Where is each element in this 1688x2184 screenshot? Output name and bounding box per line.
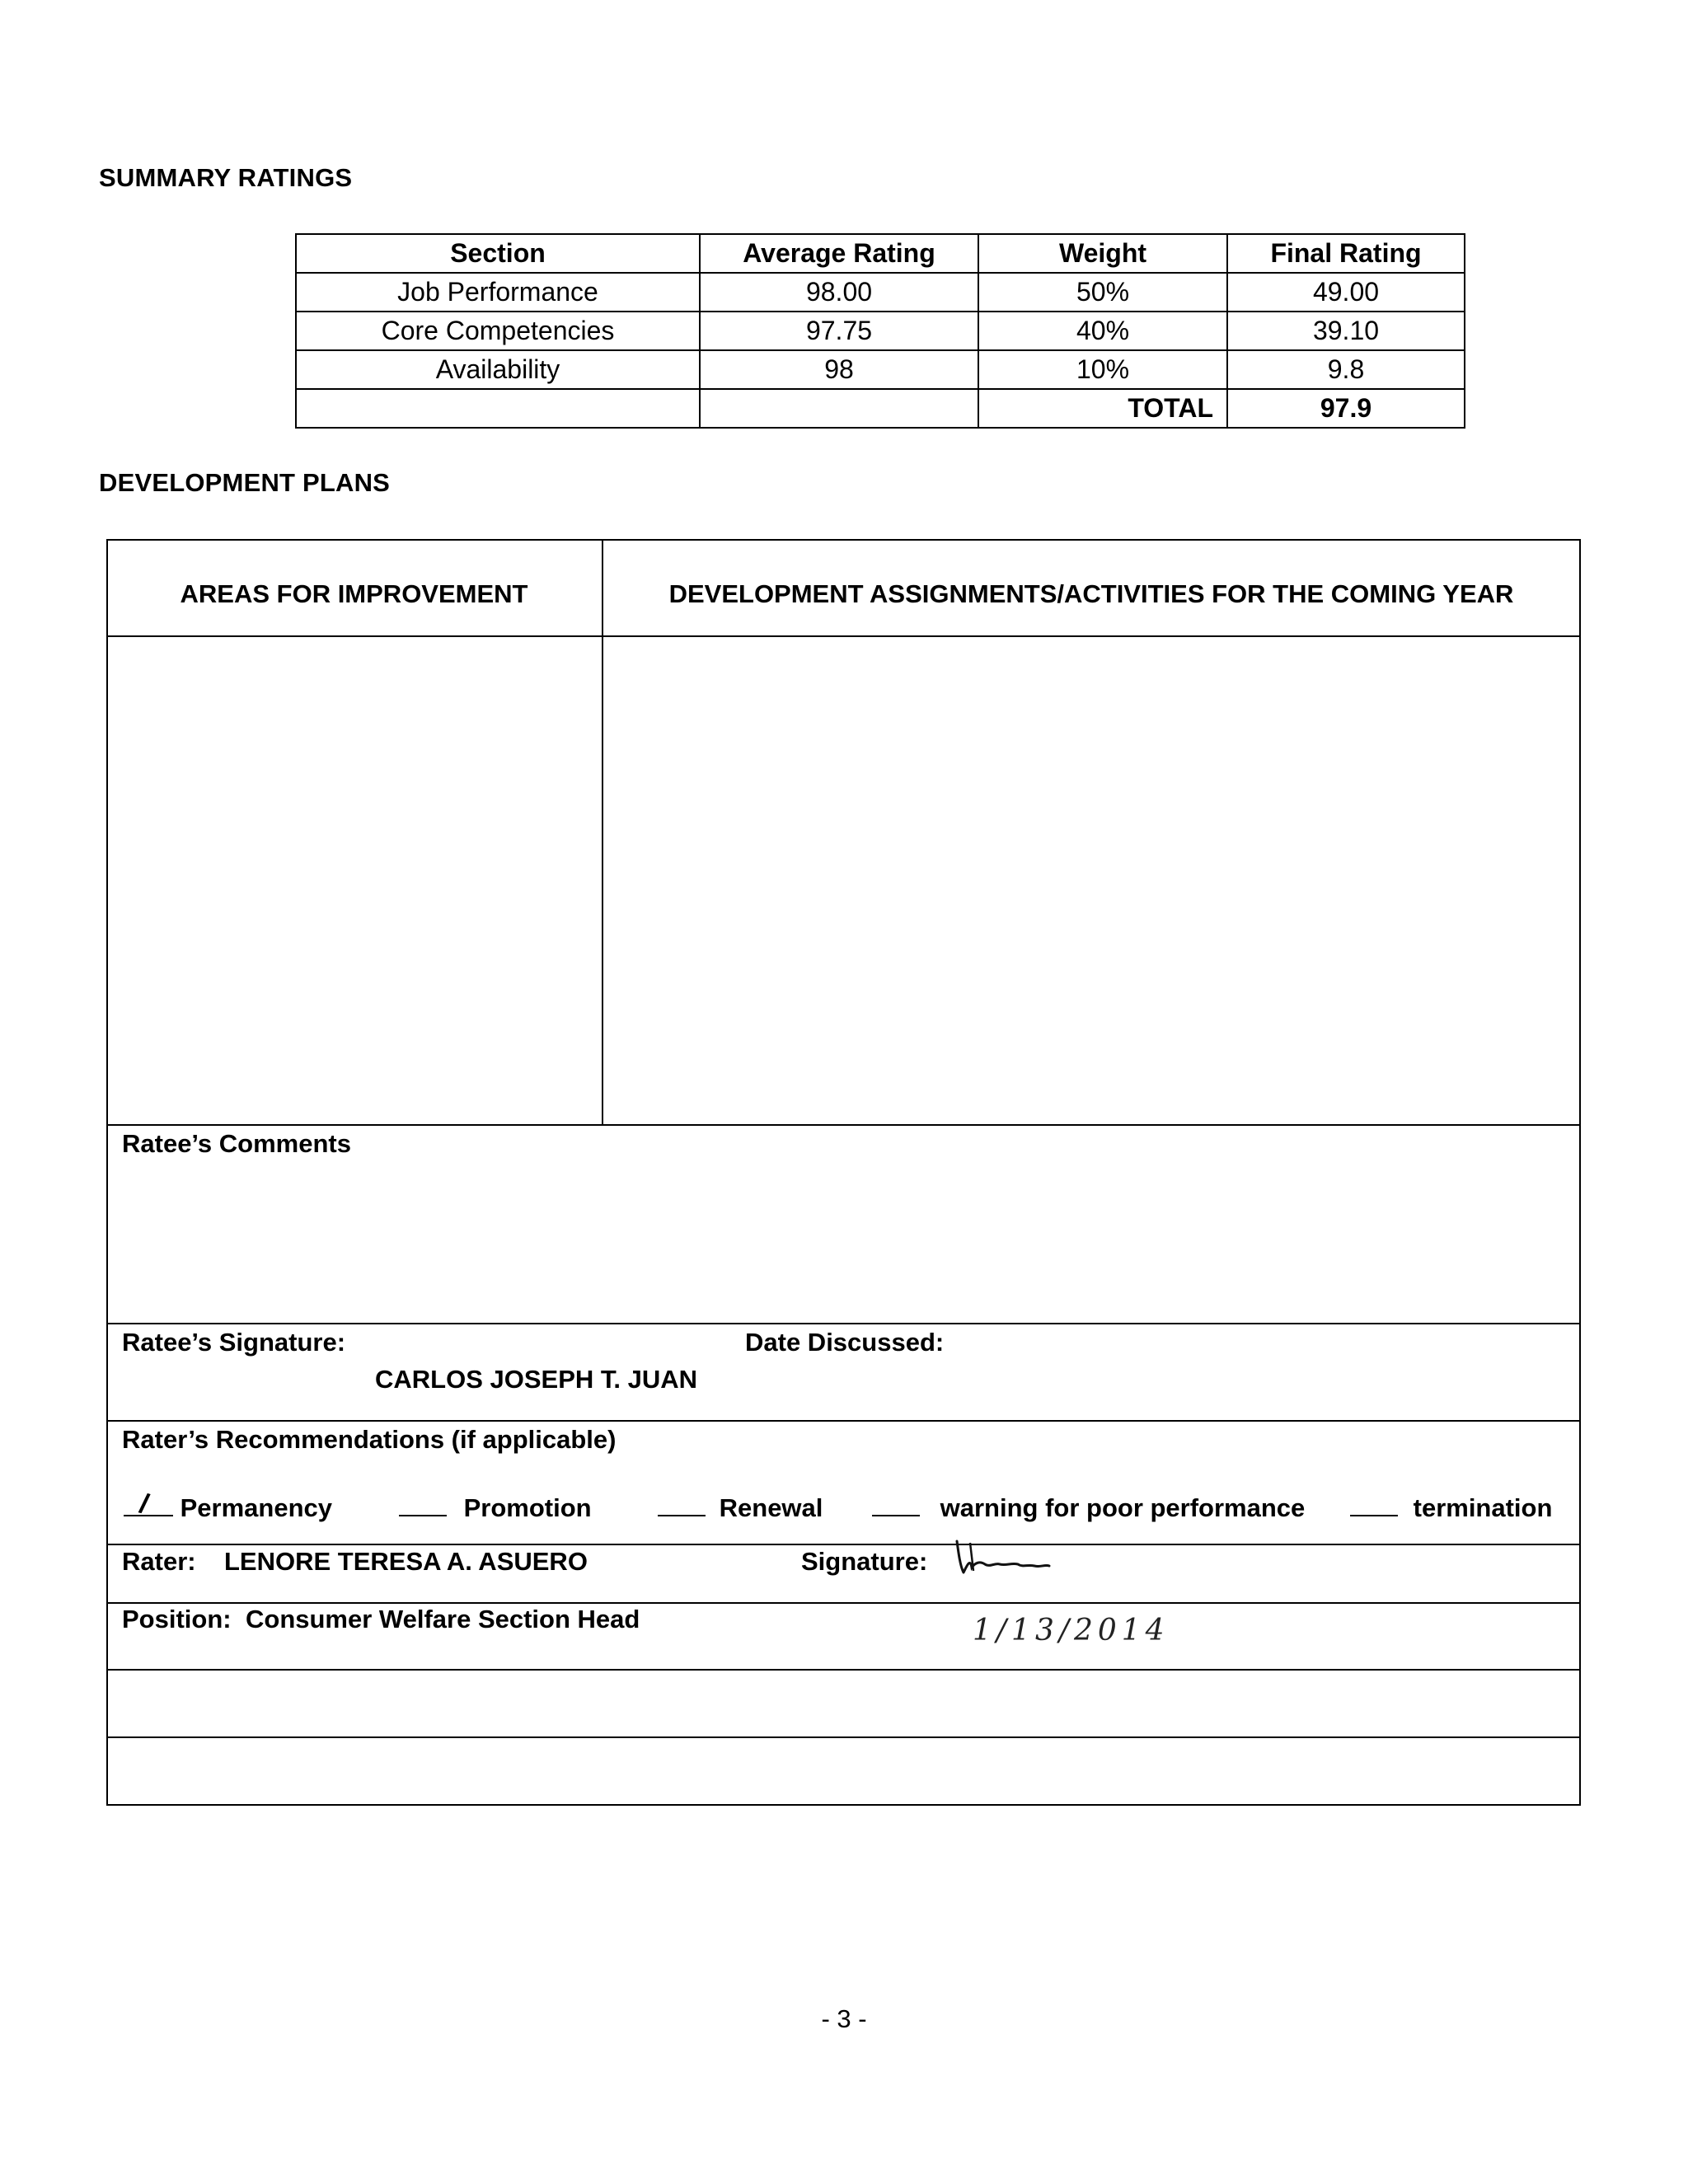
- checkbox-line: [1350, 1493, 1398, 1516]
- column-header-weight: Weight: [978, 234, 1227, 273]
- cell-final-rating: 49.00: [1227, 273, 1465, 312]
- blank-row[interactable]: [108, 1671, 1579, 1735]
- summary-ratings-table: [295, 233, 1465, 429]
- recommendation-permanency[interactable]: [124, 1488, 333, 1523]
- cell-section: Core Competencies: [296, 312, 700, 350]
- rater-recommendations-label: Rater’s Recommendations (if applicable): [122, 1425, 617, 1454]
- areas-for-improvement-field[interactable]: [108, 638, 600, 1122]
- cell-weight: 50%: [978, 273, 1227, 312]
- blank-row[interactable]: [108, 1739, 1579, 1804]
- column-header-average-rating: Average Rating: [700, 234, 978, 273]
- recommendation-label: warning for poor performance: [940, 1493, 1306, 1522]
- cell-average-rating: 98.00: [700, 273, 978, 312]
- divider: [106, 1124, 1581, 1126]
- column-header-final-rating: Final Rating: [1227, 234, 1465, 273]
- cell-weight: 10%: [978, 350, 1227, 389]
- checkbox-line: [658, 1493, 706, 1516]
- cell-average-rating: 98: [700, 350, 978, 389]
- divider: [106, 1669, 1581, 1671]
- table-total-row: [296, 389, 1465, 428]
- cell-empty: [700, 389, 978, 428]
- table-row: [296, 312, 1465, 350]
- recommendation-promotion[interactable]: [399, 1493, 592, 1523]
- development-assignments-header: DEVELOPMENT ASSIGNMENTS/ACTIVITIES FOR THE COMING YEAR: [668, 579, 1514, 608]
- cell-section: Availability: [296, 350, 700, 389]
- ratee-signature-label: Ratee’s Signature:: [122, 1328, 346, 1357]
- recommendation-renewal[interactable]: [658, 1493, 823, 1523]
- checkbox-line: [399, 1493, 447, 1516]
- table-row: [296, 350, 1465, 389]
- summary-heading: SUMMARY RATINGS: [99, 163, 353, 192]
- column-divider: [602, 539, 603, 1125]
- divider: [106, 1420, 1581, 1422]
- page-number: - 3 -: [821, 2004, 867, 2033]
- divider: [106, 1602, 1581, 1604]
- handwritten-date: 1/13/2014: [973, 1614, 1170, 1647]
- recommendation-label: Permanency: [180, 1493, 333, 1522]
- areas-for-improvement-header: AREAS FOR IMPROVEMENT: [180, 579, 528, 608]
- recommendation-warning[interactable]: [872, 1493, 1305, 1523]
- column-header-section: Section: [296, 234, 700, 273]
- position-value: Consumer Welfare Section Head: [246, 1605, 640, 1633]
- recommendation-termination[interactable]: [1350, 1493, 1552, 1523]
- cell-empty: [296, 389, 700, 428]
- check-mark: /: [136, 1488, 152, 1521]
- rater-label: Rater:: [122, 1547, 196, 1576]
- development-assignments-field[interactable]: [604, 638, 1579, 1122]
- total-label: TOTAL: [978, 389, 1227, 428]
- ratee-comments-label: Ratee’s Comments: [122, 1129, 351, 1158]
- date-discussed-label: Date Discussed:: [745, 1328, 945, 1357]
- table-row: [296, 273, 1465, 312]
- table-header-row: [296, 234, 1465, 273]
- checkbox-line: [872, 1493, 920, 1516]
- cell-section: Job Performance: [296, 273, 700, 312]
- cell-average-rating: 97.75: [700, 312, 978, 350]
- divider: [106, 1736, 1581, 1738]
- recommendation-label: Renewal: [719, 1493, 823, 1522]
- recommendation-label: Promotion: [463, 1493, 592, 1522]
- divider: [106, 1323, 1581, 1324]
- cell-final-rating: 9.8: [1227, 350, 1465, 389]
- development-heading: DEVELOPMENT PLANS: [99, 468, 391, 497]
- divider: [106, 1544, 1581, 1545]
- cell-final-rating: 39.10: [1227, 312, 1465, 350]
- handwritten-signature: [952, 1533, 1067, 1582]
- ratee-comments-field[interactable]: [108, 1162, 1579, 1320]
- position-label: Position:: [122, 1605, 232, 1633]
- divider: [106, 635, 1581, 637]
- ratee-name: CARLOS JOSEPH T. JUAN: [375, 1365, 698, 1394]
- recommendation-label: termination: [1413, 1493, 1553, 1522]
- signature-label: Signature:: [801, 1547, 928, 1576]
- cell-weight: 40%: [978, 312, 1227, 350]
- rater-name: LENORE TERESA A. ASUERO: [224, 1547, 588, 1576]
- total-value: 97.9: [1227, 389, 1465, 428]
